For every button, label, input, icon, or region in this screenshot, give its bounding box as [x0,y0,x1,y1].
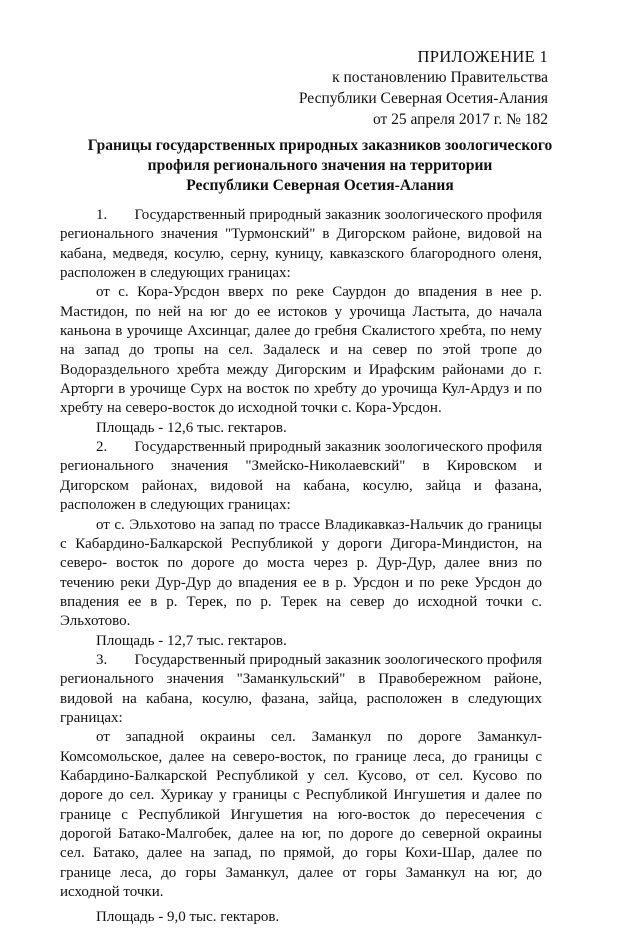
appendix-line-3: от 25 апреля 2017 г. № 182 [372,111,548,128]
document-title-line-2: профиля регионального значения на территории [147,157,493,174]
appendix-title: ПРИЛОЖЕНИЕ 1 [417,47,548,66]
document-title-line-1: Границы государственных природных заказников зоологического [87,137,553,154]
appendix-line-2: Республики Северная Осетия-Алания [298,90,548,107]
document-title-line-3: Республики Северная Осетия-Алания [186,177,454,194]
reserve-2-intro: 2. Государственный природный заказник зоологического профиля регионального значения "Змейско-Николаевский" в Кировском и Дигорском районах, видовой на кабана, косулю, зайца и фазана, расположен в следующих границах: [60,439,542,514]
document-body [60,206,542,928]
reserve-1-intro: 1. Государственный природный заказник зоологического профиля регионального значения "Турмонский" в Дигорском районе, видовой на кабана, медведя, косулю, серну, куницу, кавказского благородного оленя, расположен в следующих границах: [60,207,542,282]
reserve-3-intro: 3. Государственный природный заказник зоологического профиля регионального значения "Заманкульский" в Правобережном районе, видовой на кабана, косулю, фазана, зайца, расположен в следующих границах: [60,651,542,726]
reserve-2-borders: от с. Эльхотово на запад по трассе Владикавказ-Нальчик до границы с Кабардино-Балкарской Республикой у дороги Дигора-Миндистон, на северо- восток по дороге до моста через р. Дур-Дур, далее вниз по течению реки Дур-Дур до впадения ее в р. Урсдон и по реке Урсдон до впадения ее в р. Терек, по р. Терек на север до исходной точки с. Эльхотово. [60,516,542,630]
appendix-header [299,46,548,130]
reserve-1-area: Площадь - 12,6 тыс. гектаров. [96,419,287,436]
reserve-3-borders: от западной окраины сел. Заманкул по дороге Заманкул-Комсомольское, далее на северо-восток, по границе леса, до границы с Кабардино-Балкарской Республикой у сел. Кусово, от сел. Кусово по дороге до сел. Хурикау у границы с Республикой Ингушетия и далее по границе с Республикой Ингушетия на юго-восток до пересечения с дорогой Батако-Малгобек, далее на юг, по дороге до северной окраины сел. Батако, далее на запад, по прямой, до горы Кохи-Шар, далее по границе леса, до горы Заманкул, далее от горы Заманкул на юг, до исходной точки. [60,729,542,901]
reserve-2-area: Площадь - 12,7 тыс. гектаров. [96,632,287,649]
appendix-line-1: к постановлению Правительства [332,69,548,86]
document-title [60,136,580,196]
reserve-3-area: Площадь - 9,0 тыс. гектаров. [96,909,280,926]
reserve-1-borders: от с. Кора-Урсдон вверх по реке Саурдон до впадения в нее р. Мастидон, по ней на юг до ее истоков у урочища Ластыта, до начала каньона в урочище Ахсинцаг, далее до гребня Скалистого хребта, по нему на запад до тропы на сел. Задалеск и на север по этой тропе до Водораздельного хребта между Дигорским и Ирафским районами до г. Арторги в урочище Сурх на восток по хребту до урочища Кул-Ардуз и по хребту на северо-восток до исходной точки с. Кора-Урсдон. [60,284,542,417]
